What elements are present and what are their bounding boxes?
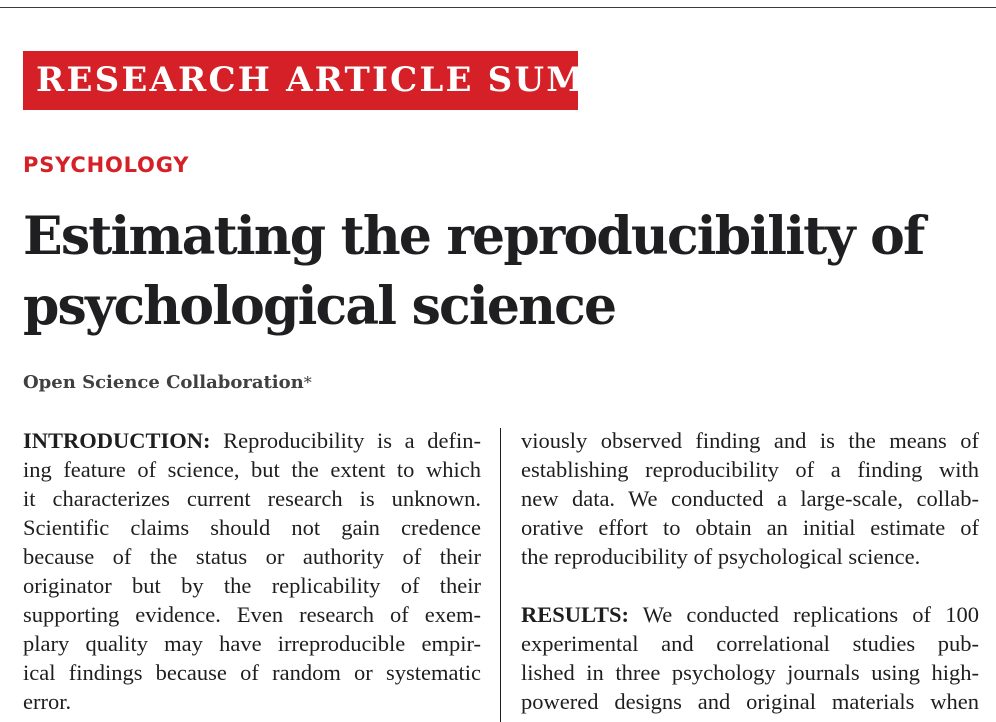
paragraph-gap — [521, 571, 979, 600]
results-heading: RESULTS: — [521, 602, 629, 627]
text-line: Scientific claims should not gain credence — [23, 515, 481, 540]
left-column — [23, 426, 481, 716]
continuation-paragraph — [521, 426, 979, 571]
text-line: INTRODUCTION: Reproducibility is a defin- — [23, 428, 481, 453]
author-byline — [23, 371, 312, 395]
text-line: because of the status or authority of their — [23, 544, 481, 569]
author-name[interactable]: Open Science Collaboration — [23, 372, 304, 393]
right-column — [521, 426, 979, 716]
text-line: orative effort to obtain an initial estimate of — [521, 515, 979, 540]
article-title-line-2: psychological science — [23, 276, 616, 337]
text-line: RESULTS: We conducted replications of 100 — [521, 602, 979, 627]
column-divider — [500, 428, 501, 722]
article-type-banner — [23, 51, 711, 110]
text-line: establishing reproducibility of a finding with — [521, 457, 979, 482]
text-line: supporting evidence. Even research of exem- — [23, 602, 481, 627]
text-line: viously observed finding and is the means of — [521, 428, 979, 453]
article-title — [23, 202, 983, 342]
text-line: powered designs and original materials when — [521, 689, 979, 714]
text-line: plary quality may have irreproducible empir- — [23, 631, 481, 656]
text-line: originator but by the replicability of their — [23, 573, 481, 598]
article-title-line-1: Estimating the reproducibility of — [23, 206, 924, 267]
text-line: ical findings because of random or systematic — [23, 660, 481, 685]
text-line: error. — [23, 689, 72, 714]
author-footnote-mark: * — [303, 373, 312, 392]
text-line: ing feature of science, but the extent to which — [23, 457, 481, 482]
text-line: experimental and correlational studies pub- — [521, 631, 979, 656]
introduction-heading: INTRODUCTION: — [23, 428, 211, 453]
text-line: it characterizes current research is unknown. — [23, 486, 481, 511]
introduction-paragraph — [23, 426, 481, 716]
text-line: new data. We conducted a large-scale, collab- — [521, 486, 979, 511]
results-paragraph — [521, 600, 979, 716]
section-label: PSYCHOLOGY — [23, 153, 190, 177]
article-type-label: RESEARCH ARTICLE SUMMARY — [36, 60, 711, 100]
top-rule — [0, 7, 996, 8]
text-line: lished in three psychology journals using high- — [521, 660, 979, 685]
text-line: the reproducibility of psychological science. — [521, 544, 921, 569]
